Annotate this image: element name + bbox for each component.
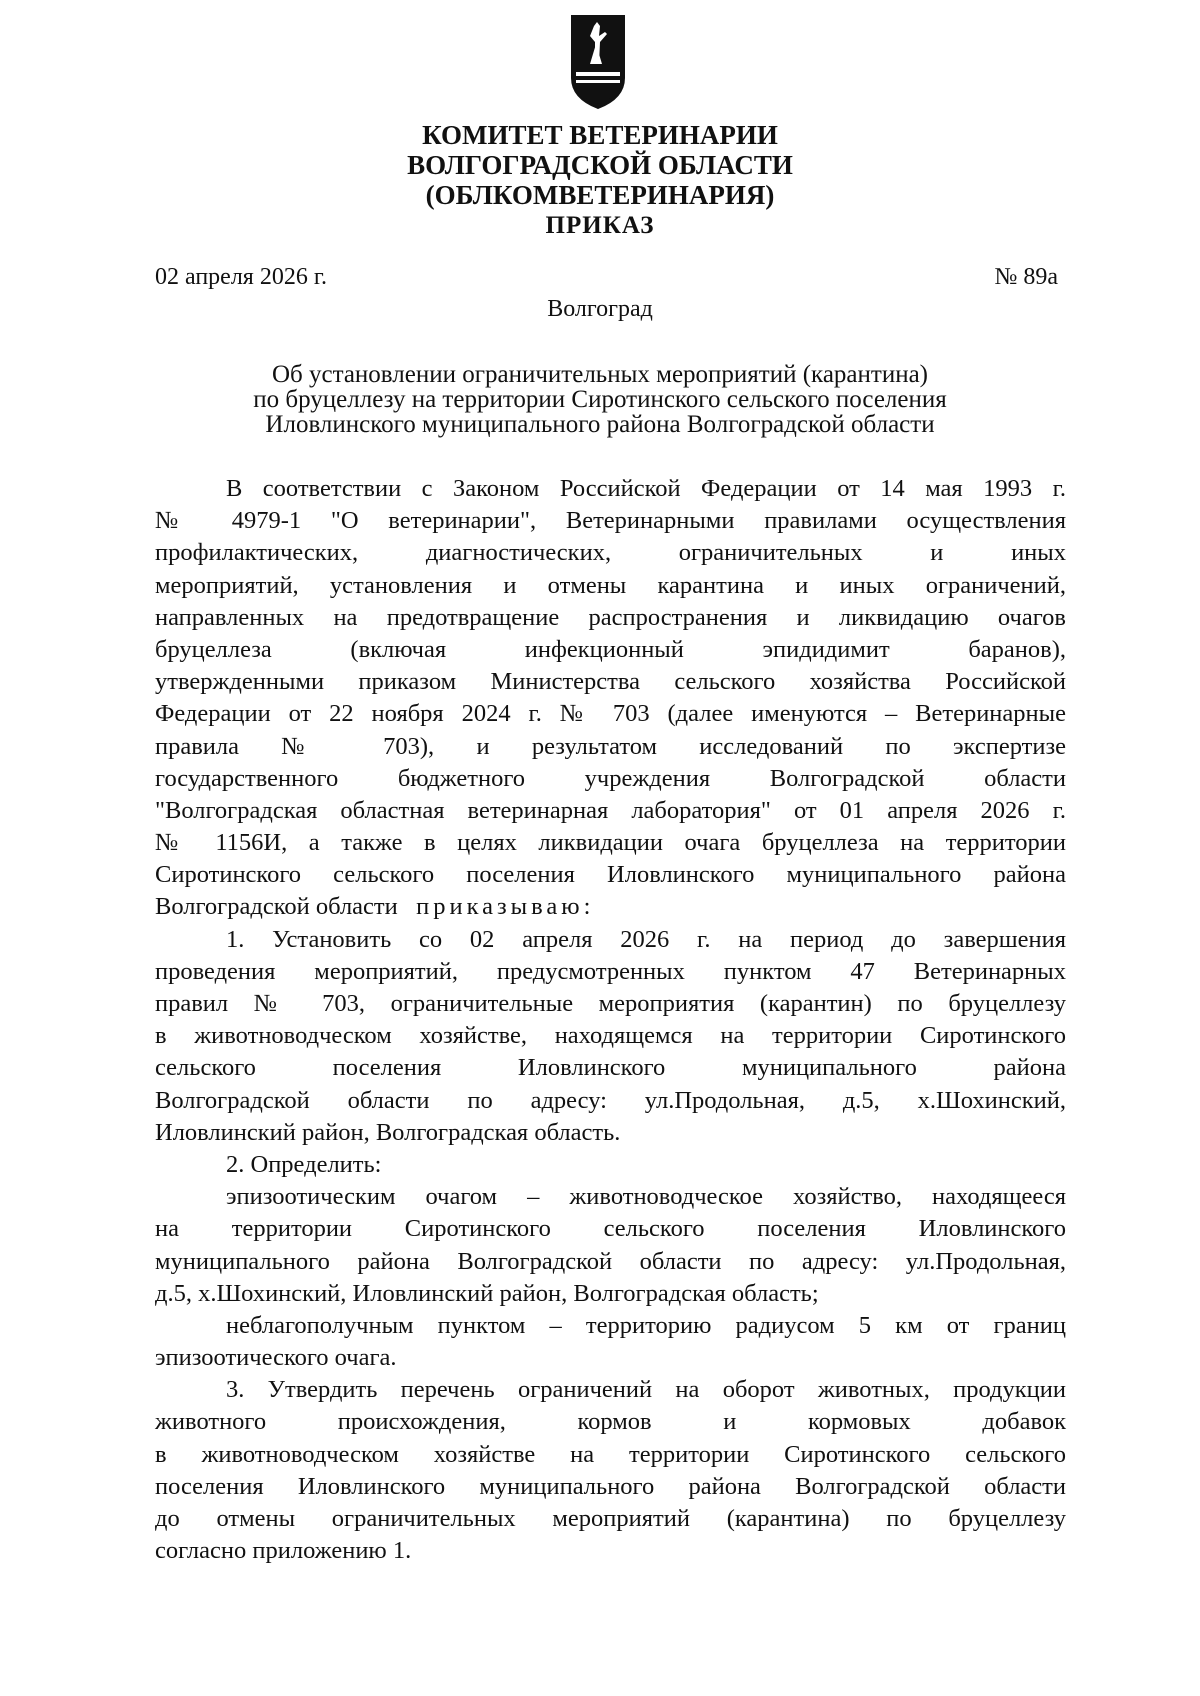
body-line: направленных на предотвращение распространения и ликвидацию очагов (155, 603, 1066, 631)
body-line: сельского поселения Иловлинского муниципального района (155, 1054, 1066, 1082)
body-line: Федерации от 22 ноября 2024 г. № 703 (далее именуются – Ветеринарные (155, 700, 1066, 728)
body-line: № 1156И, а также в целях ликвидации очага бруцеллеза на территории (155, 829, 1066, 857)
org-line-3: (ОБЛКОМВЕТЕРИНАРИЯ) (425, 180, 775, 210)
body-line: на территории Сиротинского сельского поселения Иловлинского (155, 1215, 1066, 1243)
body-line: № 4979-1 "О ветеринарии", Ветеринарными правилами осуществления (155, 507, 1066, 535)
body-line: 3. Утвердить перечень ограничений на оборот животных, продукции (226, 1376, 1066, 1404)
body-line: эпизоотического очага. (155, 1344, 397, 1372)
document-city: Волгоград (547, 296, 653, 322)
body-line (155, 891, 1066, 923)
body-line: эпизоотическим очагом – животноводческое хозяйство, находящееся (226, 1183, 1066, 1211)
body-line: до отмены ограничительных мероприятий (карантина) по бруцеллезу (155, 1505, 1066, 1532)
body-line: В соответствии с Законом Российской Федерации от 14 мая 1993 г. (226, 475, 1066, 502)
body-line: в животноводческом хозяйстве на территории Сиротинского сельского (155, 1440, 1066, 1468)
body-line: муниципального района Волгоградской области по адресу: ул.Продольная, (155, 1247, 1066, 1275)
body-line: неблагополучным пунктом – территорию радиусом 5 км от границ (226, 1311, 1066, 1339)
body-line: д.5, х.Шохинский, Иловлинский район, Волгоградская область; (155, 1279, 819, 1307)
org-line-2: ВОЛГОГРАДСКОЙ ОБЛАСТИ (407, 150, 793, 180)
title-line: по бруцеллезу на территории Сиротинского сельского поселения (253, 386, 947, 413)
coat-of-arms-emblem (568, 14, 628, 110)
body-line: бруцеллеза (включая инфекционный эпидидимит баранов), (155, 635, 1066, 663)
body-line: 1. Установить со 02 апреля 2026 г. на период до завершения (226, 925, 1066, 953)
document-date: 02 апреля 2026 г. (155, 264, 327, 290)
body-line: государственного бюджетного учреждения Волгоградской области (155, 764, 1066, 792)
document-title (150, 362, 1050, 437)
document-number: № 89а (994, 264, 1058, 290)
body-line: поселения Иловлинского муниципального района Волгоградской области (155, 1472, 1066, 1500)
body-line: профилактических, диагностических, ограничительных и иных (155, 539, 1066, 567)
body-line: утвержденными приказом Министерства сельского хозяйства Российской (155, 668, 1066, 696)
document-body (155, 473, 1066, 1567)
org-line-1: КОМИТЕТ ВЕТЕРИНАРИИ (422, 120, 778, 150)
body-line: "Волгоградская областная ветеринарная лаборатория" от 01 апреля 2026 г. (155, 796, 1066, 824)
body-line: проведения мероприятий, предусмотренных пунктом 47 Ветеринарных (155, 957, 1066, 985)
body-line: животного происхождения, кормов и кормовых добавок (155, 1408, 1066, 1436)
organization-name (0, 120, 1200, 210)
body-line: в животноводческом хозяйстве, находящемся на территории Сиротинского (155, 1022, 1066, 1050)
body-line: 2. Определить: (226, 1150, 382, 1178)
body-line: Сиротинского сельского поселения Иловлинского муниципального района (155, 861, 1066, 889)
title-line: Иловлинского муниципального района Волгоградской области (265, 411, 935, 438)
title-line: Об установлении ограничительных мероприятий (карантина) (271, 361, 929, 388)
document-type: ПРИКАЗ (545, 212, 655, 239)
body-line: правил № 703, ограничительные мероприятия (карантин) по бруцеллезу (155, 990, 1066, 1017)
body-line: Иловлинский район, Волгоградская область. (155, 1118, 621, 1146)
body-line: согласно приложению 1. (155, 1537, 412, 1565)
order-keyword: приказываю: (416, 893, 595, 921)
body-line: мероприятий, установления и отмены карантина и иных ограничений, (155, 571, 1066, 599)
body-text: Волгоградской области (155, 893, 398, 921)
body-line: правила № 703), и результатом исследований по экспертизе (155, 732, 1066, 760)
body-line: Волгоградской области по адресу: ул.Продольная, д.5, х.Шохинский, (155, 1086, 1066, 1114)
